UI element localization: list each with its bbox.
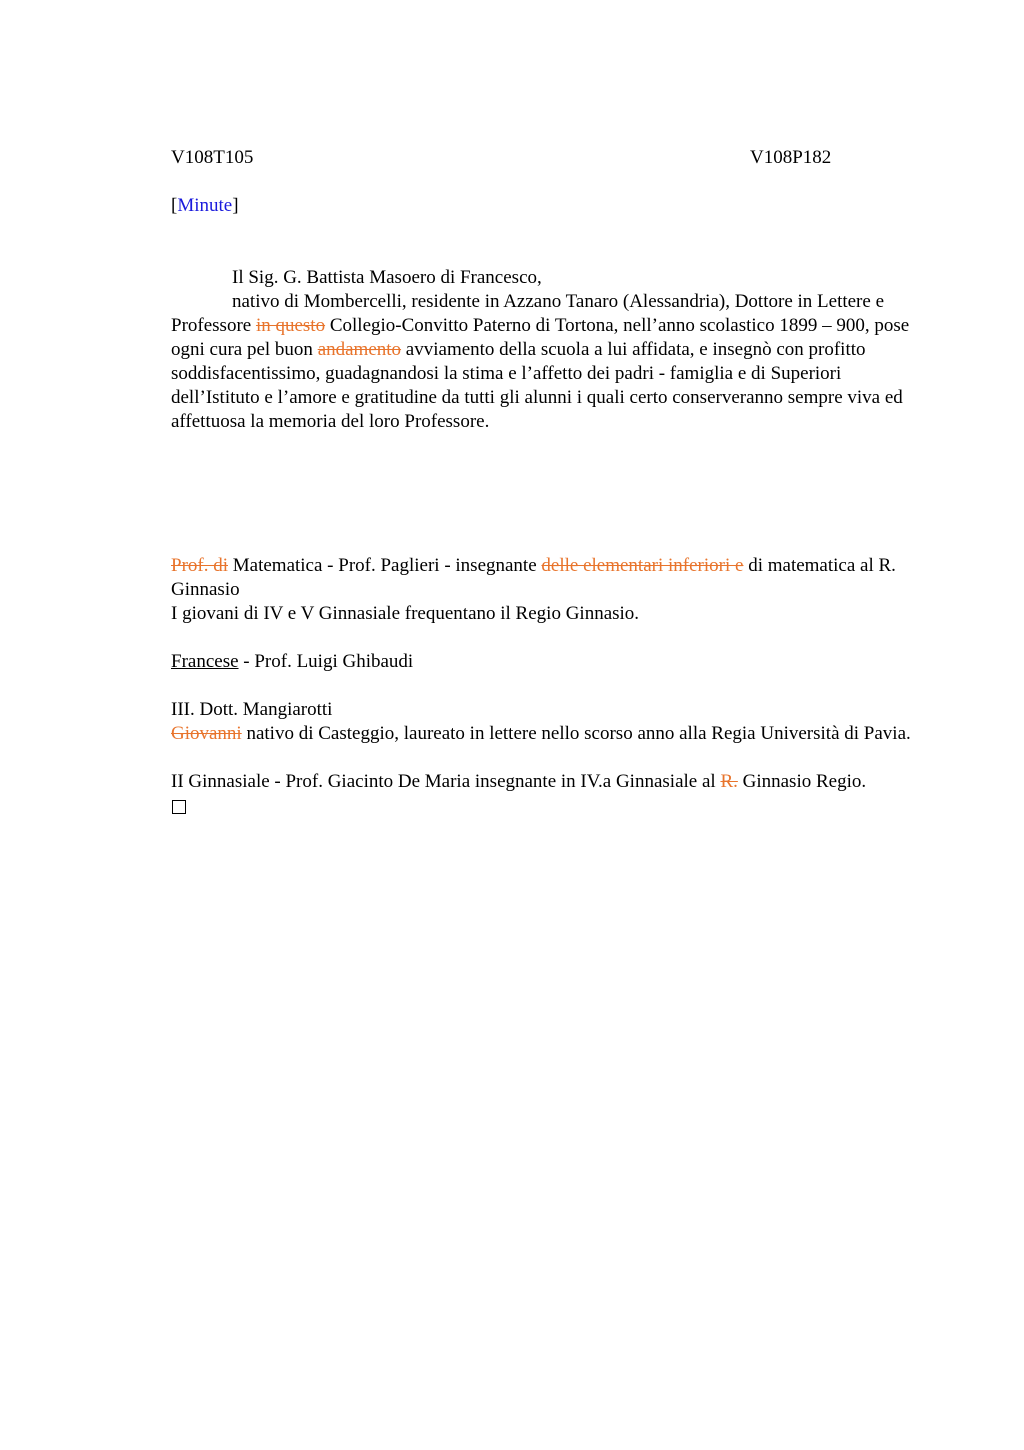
francese-text: - Prof. Luigi Ghibaudi — [238, 651, 414, 672]
certificate-body-start: nativo di Mombercelli, residente in Azzano Tanaro (Alessandria), Dottore in Lettere e Professore — [171, 291, 885, 336]
terza-text: nativo di Casteggio, laureato in lettere nello scorso anno alla Regia Università di Pavia. — [241, 723, 911, 744]
matematica-line — [171, 554, 921, 602]
certificate-paragraph — [171, 266, 921, 434]
minute-open-bracket: [ — [171, 195, 178, 216]
header-row — [171, 146, 921, 170]
matematica-line-2: I giovani di IV e V Ginnasiale frequentano il Regio Ginnasio. — [171, 603, 640, 624]
minute-label — [171, 194, 921, 218]
seconda-text-2: Ginnasio Regio. — [737, 771, 867, 792]
terza-line-1: III. Dott. Mangiarotti — [171, 699, 333, 720]
seconda-section — [171, 770, 921, 821]
matematica-section — [171, 554, 921, 626]
seconda-text-1: II Ginnasiale - Prof. Giacinto De Maria insegnante in IV.a Ginnasiale al — [171, 771, 721, 792]
left-code: V108T105 — [171, 147, 254, 168]
terza-line-2 — [171, 722, 921, 746]
francese-line — [171, 650, 921, 674]
certificate-body — [171, 290, 921, 434]
deleted-text: delle elementari inferiori e — [541, 555, 744, 576]
document-page — [171, 146, 921, 821]
deleted-text: Giovanni — [171, 723, 242, 744]
francese-label: Francese — [171, 651, 239, 672]
seconda-line — [171, 770, 921, 794]
deleted-text: Prof. di — [171, 555, 228, 576]
deleted-text: R. — [720, 771, 738, 792]
checkbox-square-icon — [172, 800, 186, 814]
certificate-body-mid: Collegio-Convitto Paterno di Tortona, nell’anno scolastico 1899 – 900, pose ogni cura pel buon — [171, 315, 910, 360]
certificate-line-1: Il Sig. G. Battista Masoero di Francesco, — [232, 267, 542, 288]
minute-close-bracket: ] — [232, 195, 239, 216]
matematica-text-2: di matematica al R. Ginnasio — [171, 555, 896, 600]
right-code: V108P182 — [750, 147, 832, 168]
terza-section — [171, 698, 921, 746]
minute-link: Minute — [177, 195, 233, 216]
deleted-text: andamento — [317, 339, 402, 360]
certificate-body-rest: avviamento della scuola a lui affidata, e insegnò con profitto soddisfacentissimo, guadagnandosi la stima e l’affetto dei padri - famiglia e di Superiori dell’Istituto e l’amore e gratitudine da tutti gli alunni i quali certo conserveranno sempre viva ed affettuosa la memoria del loro Professore. — [171, 339, 903, 432]
matematica-text-1: Matematica - Prof. Paglieri - insegnante — [228, 555, 542, 576]
deleted-text: in questo — [255, 315, 326, 336]
